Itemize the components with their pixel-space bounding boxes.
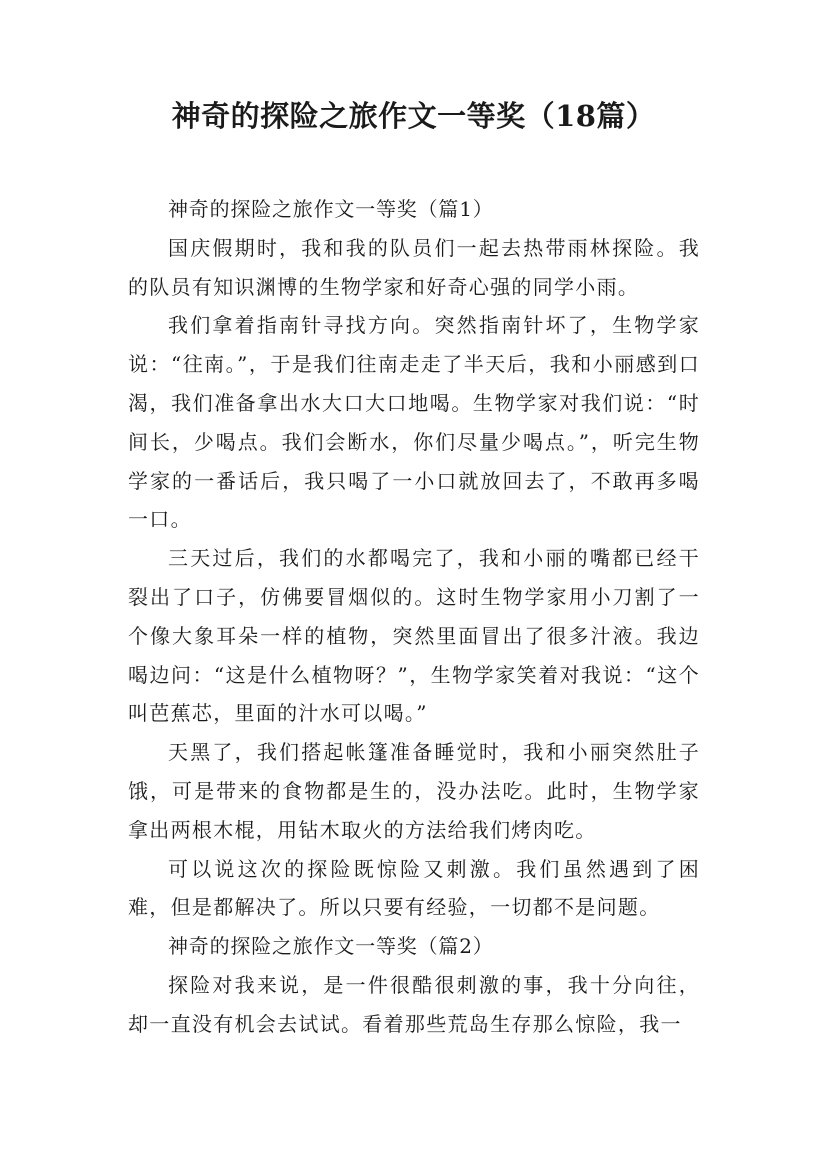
document-title: 神奇的探险之旅作文一等奖（18篇） (171, 99, 656, 133)
paragraph: 三天过后，我们的水都喝完了，我和小丽的嘴都已经干裂出了口子，仿佛要冒烟似的。这时生物学家用小刀割了一个像大象耳朵一样的植物，突然里面冒出了很多汁液。我边喝边问：“这是什么植物呀？”，生物学家笑着对我说：“这个叫芭蕉芯，里面的汁水可以喝。” (128, 546, 700, 726)
paragraph: 我们拿着指南针寻找方向。突然指南针坏了，生物学家说：“往南。”，于是我们往南走走了半天后，我和小丽感到口渴，我们准备拿出水大口大口地喝。生物学家对我们说：“时间长，少喝点。我们会断水，你们尽量少喝点。”，听完生物学家的一番话后，我只喝了一小口就放回去了，不敢再多喝一口。 (128, 313, 700, 532)
paragraph: 可以说这次的探险既惊险又刺激。我们虽然遇到了困难，但是都解决了。所以只要有经验，一切都不是问题。 (128, 856, 700, 920)
section-heading: 神奇的探险之旅作文一等奖（篇2） (168, 934, 494, 959)
paragraph: 国庆假期时，我和我的队员们一起去热带雨林探险。我的队员有知识渊博的生物学家和好奇心强的同学小雨。 (128, 235, 700, 299)
document-body (128, 190, 700, 1044)
paragraph: 探险对我来说，是一件很酷很刺激的事，我十分向往，却一直没有机会去试试。看着那些荒岛生存那么惊险，我一 (128, 972, 700, 1036)
paragraph: 天黑了，我们搭起帐篷准备睡觉时，我和小丽突然肚子饿，可是带来的食物都是生的，没办法吃。此时，生物学家拿出两根木棍，用钻木取火的方法给我们烤肉吃。 (128, 740, 700, 842)
section-heading: 神奇的探险之旅作文一等奖（篇1） (168, 197, 494, 221)
